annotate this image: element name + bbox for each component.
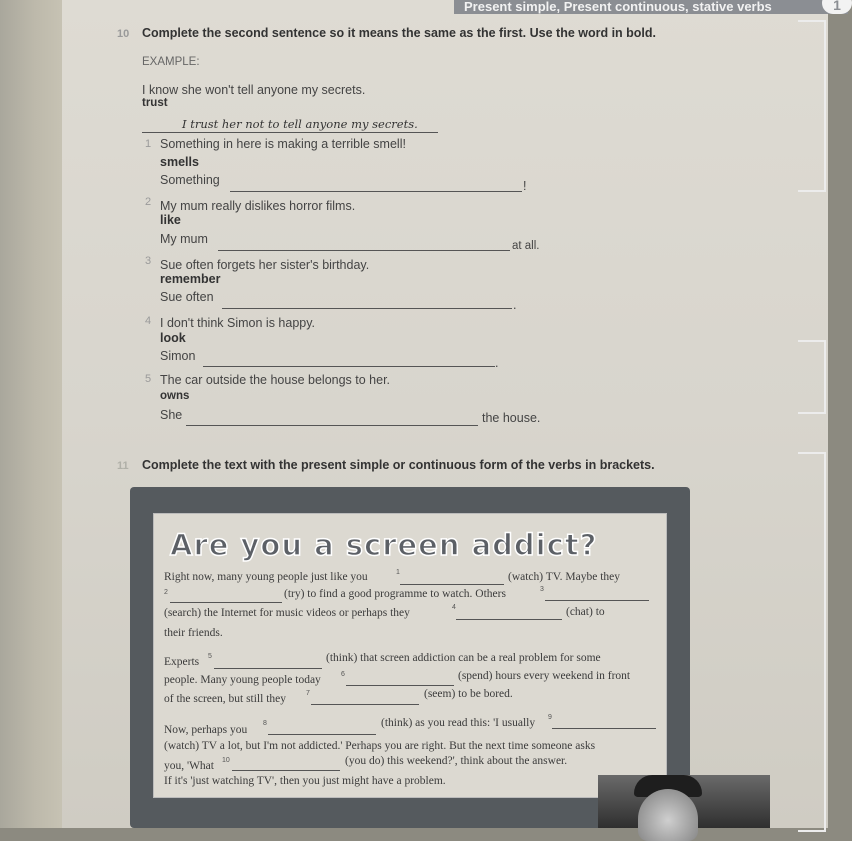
p2-line2a: people. Many young people today <box>164 674 321 686</box>
gap-7-number: 7 <box>306 690 310 697</box>
unit-badge: 1 <box>822 0 852 14</box>
gap-9-line[interactable] <box>552 728 656 729</box>
item-5-start: She <box>160 408 183 422</box>
gap-5-line[interactable] <box>214 668 322 669</box>
gap-7-line[interactable] <box>311 704 419 705</box>
p2-line1a: Experts <box>164 656 200 668</box>
gap-6-line[interactable] <box>346 685 454 686</box>
gap-1-number: 1 <box>396 569 400 576</box>
item-4-answer-line[interactable] <box>203 366 495 367</box>
item-5-word: owns <box>160 390 190 402</box>
item-1-answer-line[interactable] <box>230 191 522 192</box>
item-2-sentence: My mum really dislikes horror films. <box>160 199 356 213</box>
item-3-answer-line[interactable] <box>222 308 512 309</box>
item-4-sentence: I don't think Simon is happy. <box>160 316 316 330</box>
p3-line1b: (think) as you read this: 'I usually <box>381 717 536 729</box>
p2-line1b: (think) that screen addiction can be a real problem for some <box>326 652 601 664</box>
teen-photo <box>598 775 770 828</box>
p1-line3a: (search) the Internet for music videos or perhaps they <box>164 607 410 619</box>
exercise-10-number: 10 <box>117 28 130 40</box>
item-5-end: the house. <box>482 411 541 425</box>
article-title: Are you a screen addict? <box>170 528 598 562</box>
side-bracket-mid <box>798 340 826 414</box>
p1-line3b: (chat) to <box>566 606 605 618</box>
p3-line4: If it's 'just watching TV', then you just might have a problem. <box>164 775 446 787</box>
p1-line2: (try) to find a good programme to watch. Others <box>284 588 506 600</box>
p1-line4: their friends. <box>164 627 223 639</box>
example-label: EXAMPLE: <box>142 56 200 68</box>
gap-2-line[interactable] <box>170 602 282 603</box>
side-bracket-top <box>798 20 826 192</box>
gap-1-line[interactable] <box>400 584 504 585</box>
item-3-number: 3 <box>145 255 152 267</box>
example-sentence: I know she won't tell anyone my secrets. <box>142 83 366 97</box>
exercise-10-instruction: Complete the second sentence so it means the same as the first. Use the word in bold. <box>142 26 657 40</box>
gap-10-line[interactable] <box>232 770 340 771</box>
item-3-sentence: Sue often forgets her sister's birthday. <box>160 258 370 272</box>
p3-line1a: Now, perhaps you <box>164 724 248 736</box>
p3-line2: (watch) TV a lot, but I'm not addicted.' Perhaps you are right. But the next time someone asks <box>164 740 596 752</box>
item-1-word: smells <box>160 155 199 169</box>
item-1-sentence: Something in here is making a terrible smell! <box>160 137 406 151</box>
p2-line2b: (spend) hours every weekend in front <box>458 670 631 682</box>
item-4-start: Simon <box>160 349 196 363</box>
item-1-number: 1 <box>145 138 152 150</box>
gap-10-number: 10 <box>222 757 230 764</box>
item-4-end: . <box>495 356 499 370</box>
item-3-end: . <box>513 298 517 312</box>
p3-line3a: you, 'What <box>164 760 214 772</box>
item-5-sentence: The car outside the house belongs to her. <box>160 373 391 387</box>
p1-line1b: (watch) TV. Maybe they <box>508 571 620 583</box>
side-bracket-bottom <box>798 452 826 832</box>
gap-4-line[interactable] <box>456 619 562 620</box>
gap-2-number: 2 <box>164 589 168 596</box>
exercise-11-number: 11 <box>117 460 129 472</box>
item-2-word: like <box>160 213 181 227</box>
example-word: trust <box>142 97 168 109</box>
table-surface <box>0 0 70 828</box>
gap-4-number: 4 <box>452 604 456 611</box>
item-2-end: at all. <box>512 240 540 252</box>
item-1-end: ! <box>523 179 527 193</box>
p1-line1a: Right now, many young people just like you <box>164 571 368 583</box>
item-3-word: remember <box>160 272 221 286</box>
gap-8-number: 8 <box>263 720 267 727</box>
item-2-answer-line[interactable] <box>218 250 510 251</box>
gap-9-number: 9 <box>548 714 552 721</box>
item-1-start: Something <box>160 173 220 187</box>
example-answer: I trust her not to tell anyone my secrets. <box>182 117 418 131</box>
gap-8-line[interactable] <box>268 734 376 735</box>
gap-6-number: 6 <box>341 671 345 678</box>
exercise-11-instruction: Complete the text with the present simple or continuous form of the verbs in brackets. <box>142 458 655 472</box>
item-4-word: look <box>160 331 186 345</box>
gap-3-line[interactable] <box>545 600 649 601</box>
item-3-start: Sue often <box>160 290 214 304</box>
item-5-answer-line[interactable] <box>186 425 478 426</box>
item-2-start: My mum <box>160 232 208 246</box>
item-5-number: 5 <box>145 373 152 385</box>
gap-5-number: 5 <box>208 653 212 660</box>
p3-line3b: (you do) this weekend?', think about the answer. <box>345 755 568 767</box>
item-4-number: 4 <box>145 315 152 327</box>
p2-line3b: (seem) to be bored. <box>424 688 513 700</box>
p2-line3a: of the screen, but still they <box>164 693 286 705</box>
item-2-number: 2 <box>145 196 152 208</box>
example-answer-line <box>142 132 438 133</box>
photo-face <box>638 789 698 841</box>
gap-3-number: 3 <box>540 586 544 593</box>
unit-header: Present simple, Present continuous, stative verbs <box>454 0 848 14</box>
